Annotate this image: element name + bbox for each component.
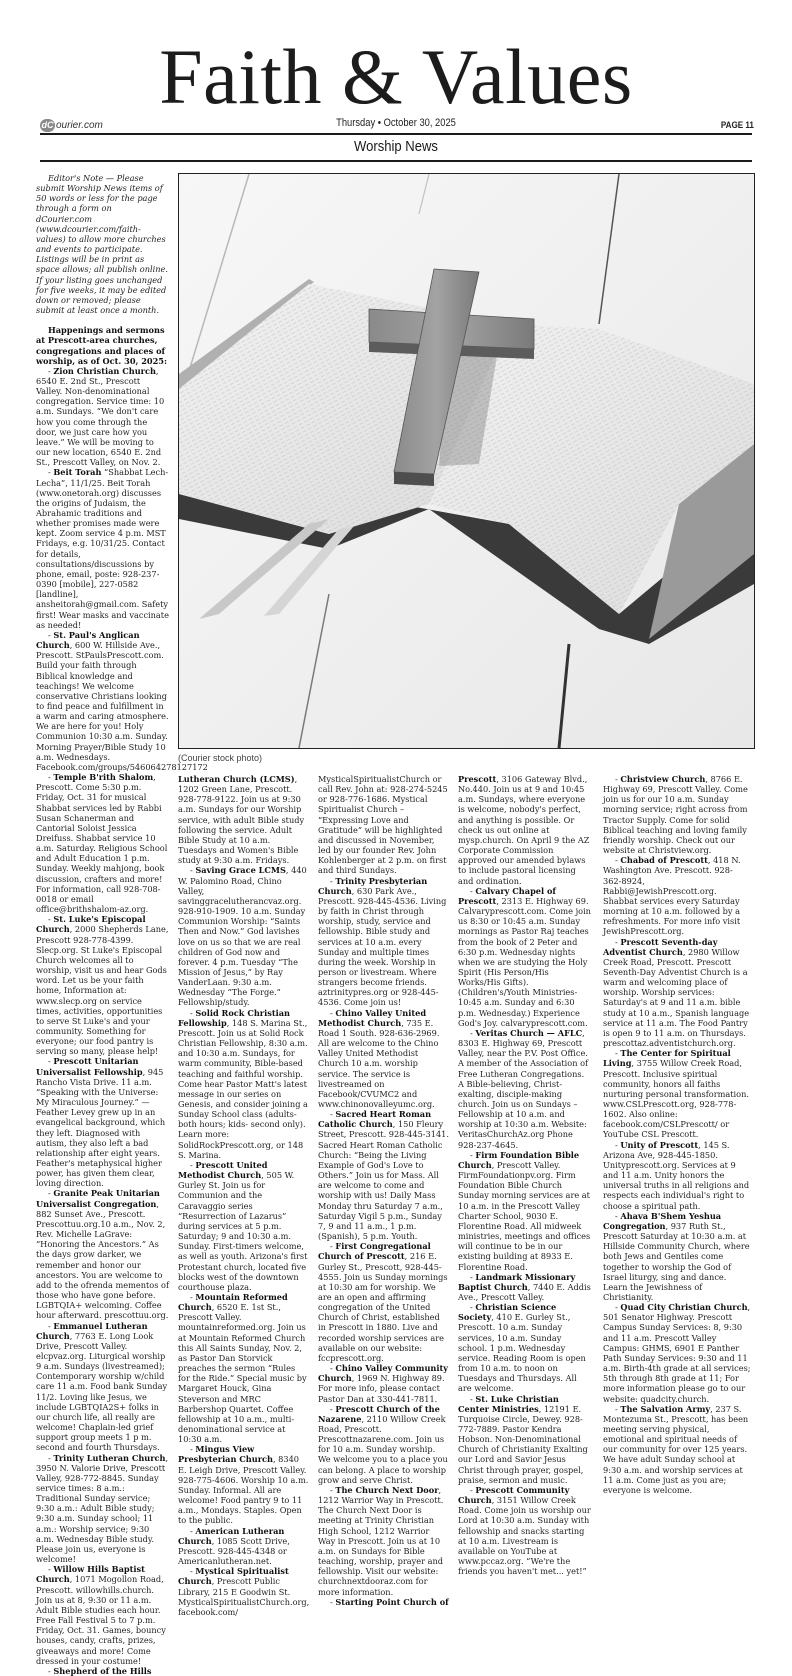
listing-dash: - <box>190 1444 196 1455</box>
listing-text: , 1202 Green Lane, Prescott. 928-778-9122. Join us at 9:30 a.m. Sundays for our Worship service, with adult Bible study following the service. Adult Bible Study at 10 a.m. Tuesdays and Women's Bible study at 9:30 a.m. Fridays. <box>178 774 305 866</box>
listing-text: , 3106 Gateway Blvd., No.440. Join us at 9 and 10:45 a.m. Sundays, where everyone is welcome, nobody's perfect, and anything is possible. Or check us out online at mysp.church. On April 9 the AZ Corporate Commission approved our amended bylaws to include pastoral licensing and ordination. <box>458 774 590 886</box>
listing-dash: - <box>470 1149 476 1160</box>
listing-name: Quad City Christian Church <box>620 1302 748 1313</box>
listing-dash: - <box>330 1484 336 1495</box>
listing-name: Mingus View Presbyterian Church <box>178 1444 273 1465</box>
listing-dash: - <box>48 1665 54 1676</box>
listing-item <box>458 886 592 1028</box>
listing-item <box>36 1321 169 1453</box>
listing-text: , 237 S. Montezuma St., Prescott, has been meeting serving physical, emotional and spiritual needs of our community for over 125 years. We have adult Sunday school at 9:30 a.m. and worship services at 11 a.m. Come just as you are; everyone is welcome. <box>603 1403 749 1495</box>
listings-col4 <box>458 774 592 1576</box>
listing-item <box>318 1485 449 1597</box>
listing-dash: - <box>615 855 621 866</box>
listing-name: Veritas Church — AFLC <box>475 1027 583 1038</box>
listing-text: , 1071 Mogollon Road, Prescott. willowhills.church. Join us at 8, 9:30 or 11 a.m. Adult Bible studies each hour. Free Fall Festival 5 to 7 p.m. Friday, Oct. 31. Games, bouncy houses, candy, crafts, prizes, giveaways and more! Come dressed in your costume! <box>36 1574 166 1666</box>
listing-dash: - <box>615 1210 621 1221</box>
listing-dash: - <box>190 1566 196 1577</box>
listing-dash: - <box>330 875 336 886</box>
listing-name: Prescott United Methodist Church <box>178 1159 268 1181</box>
listing-text: , Prescott Public Library, 215 E Goodwin St. MysticalSpiritualistChurch.org, facebook.com/ <box>178 1576 310 1617</box>
listing-dash: - <box>330 1007 336 1018</box>
listing-item <box>458 1028 592 1150</box>
listing-name: Unity of Prescott <box>620 1139 699 1150</box>
listing-name: Shepherd of the Hills <box>53 1665 152 1676</box>
listing-dash: - <box>615 1403 621 1414</box>
listing-item <box>318 774 449 876</box>
listing-name: Calvary Chapel of Prescott <box>458 885 556 906</box>
listing-text: , 2000 Shepherds Lane, Prescott 928-778-4399. Slecp.org. St Luke's Episcopal Church welcomes all to worship, visit us and hear Gods word. Let us be your faith home, Information at: www.slecp.org on service times, activities, opportunities to serve St Luke's and your community. Something for everyone; our food pantry is serving so many, please help! <box>36 924 169 1057</box>
listing-item <box>318 1241 449 1363</box>
listing-name: Granite Peak Unitarian Universalist Congregation <box>36 1188 160 1209</box>
listing-name: Temple B'rith Shalom <box>53 772 154 783</box>
listing-dash: - <box>190 1159 196 1170</box>
listing-name: The Salvation Army <box>620 1403 711 1414</box>
listing-name: Willow Hills Baptist Church <box>36 1564 145 1585</box>
listing-text: MysticalSpiritualistChurch or call Rev. John at: 928-274-5245 or 928-776-1686. Mystical Spiritualist Church – “Expressing Love and Gratitude” will be highlighted and discussed in November, led by our founder Rev. John Kohlenberger at 2 p.m. on first and third Sundays. <box>318 774 448 876</box>
listing-dash: - <box>330 1403 336 1414</box>
listing-item <box>458 774 592 886</box>
listing-dash: - <box>470 1393 476 1404</box>
listing-item <box>318 1109 449 1241</box>
listing-item <box>603 855 751 936</box>
listing-name: Prescott Church of the Nazarene <box>318 1403 440 1424</box>
column-5 <box>603 774 751 1495</box>
listing-text: , 2980 Willow Creek Road, Prescott. Prescott Seventh-Day Adventist Church is a warm and welcoming place of worship. Worship services: Saturday's at 9 and 11 a.m. bible study at 10 a.m., Spanish language service at 11 a.m. The Food Pantry is open 9 to 11 a.m. on Thursdays. prescottaz.adventistchurch.org. <box>603 946 750 1049</box>
masthead <box>0 0 792 160</box>
listing-item <box>178 1566 309 1617</box>
listing-dash: - <box>470 885 476 896</box>
listing-name: Saving Grace LCMS <box>195 865 286 876</box>
listing-text: , 505 W. Gurley St. Join us for Communion and the Caravaggio series “Resurrection of Lazarus” during services at 5 p.m. Saturday; 9 and 10:30 a.m. Sunday. First-timers welcome, as well as youth. Arizona's first Protestant church, located five blocks west of the downtown courthouse plaza. <box>178 1170 308 1292</box>
listing-item <box>603 774 751 855</box>
listing-name: Trinity Lutheran Church <box>53 1452 166 1463</box>
listings-intro: Happenings and sermons at Prescott-area churches, congregations and places of worship, as of Oct. 30, 2025: <box>36 325 168 366</box>
listing-dash: - <box>48 1320 54 1331</box>
listing-item <box>178 1444 309 1525</box>
listing-item <box>178 865 309 1007</box>
listing-text: , 8303 E. Highway 69, Prescott Valley, near the P.V. Post Office. A member of the Association of Free Lutheran Congregations. A Bible-believing, Christ-exalting, disciple-making church. Join us on Sundays – Fellowship at 10 a.m. and worship at 10:30 a.m. Website: VeritasChurchAz.org Phone 928-237-4645. <box>458 1027 589 1150</box>
listing-item <box>36 1564 169 1666</box>
listing-name: Chino Valley Community Church <box>318 1363 449 1384</box>
listing-dash: - <box>330 1596 336 1607</box>
listing-dash: - <box>190 865 196 876</box>
listing-text: , 1212 Warrior Way in Prescott. The Church Next Door is meeting at Trinity Christian High School, 1212 Warrior Way in Prescott. Join us at 10 a.m. on Sundays for Bible teaching, worship, prayer and fellowship. Visit our website: churchnextdooraz.com for more information. <box>318 1484 444 1597</box>
listing-dash: - <box>48 1452 54 1463</box>
listing-text: , 3151 Willow Creek Road. Come join us worship our Lord at 10:30 a.m. Sunday with fellowship and snacks starting at 10 a.m. Livestream is available on YouTube at www.pccaz.org. “We're the friends you haven't met... yet!” <box>458 1495 591 1577</box>
listing-dash: - <box>48 629 54 640</box>
listing-text: , 7763 E. Long Look Drive, Prescott Valley. elcpvaz.org. Liturgical worship 9 a.m. Sundays (livestreamed); Contemporary worship w/child care 11 a.m. Food bank Sunday 11/2. Loving like Jesus, we include LGBTQIA2S+ folks in our church life, all really are welcome! Chaplain-led grief support group meets 1 p m. second and fourth Thursdays. <box>36 1330 168 1453</box>
listing-text: , 410 E. Gurley St., Prescott. 10 a.m. Sunday services, 10 a.m. Sunday school. 1 p.m. Wednesday service. Reading Room is open from 10 a.m. to noon on Tuesdays and Thursdays. All are welcome. <box>458 1312 586 1394</box>
listing-text: , 418 N. Washington Ave. Prescott. 928-362-8924, Rabbi@JewishPrescott.org. Shabbat services every Saturday morning at 10 a.m. followed by a refreshments. For more info visit JewishPrescott.org. <box>603 855 741 937</box>
listing-name: Mystical Spiritualist Church <box>178 1566 289 1587</box>
column-2 <box>178 774 309 1617</box>
listing-item <box>36 629 208 772</box>
listing-item <box>36 1056 169 1188</box>
listing-text: , 2110 Willow Creek Road, Prescott. Prescottnazarene.com. Join us for 10 a.m. Sunday worship. We welcome you to a place you can belong. A place to worship grow and serve Christ. <box>318 1413 448 1485</box>
listing-item <box>36 1188 169 1320</box>
listing-dash: - <box>48 772 54 783</box>
listing-text: , 6520 E. 1st St., Prescott Valley. mountainreformed.org. Join us at Mountain Reformed Church this All Saints Sunday, Nov. 2, as Pastor Dan Storvick preaches the sermon “Rules for the Ride.” Special music by Margaret Houck, Gina Steverson and MRC Barbershop Quartet. Coffee fellowship at 10 a.m., multi-denominational service at 10:30 a.m. <box>178 1302 307 1445</box>
listing-name: Landmark Missionary Baptist Church <box>458 1271 576 1292</box>
listing-text: , Prescott Valley. FirmFoundationpv.org. Firm Foundation Bible Church Sunday morning services are at 10 a.m. in the Prescott Valley Charter School, 9030 E. Florentine Road. All midweek ministries, meetings and offices will continue to be in our existing building at 8933 E. Florentine Road. <box>458 1159 591 1272</box>
column-3 <box>318 774 449 1607</box>
listing-text: , 216 E. Gurley St., Prescott, 928-445-4555. Join us Sunday mornings at 10:30 am for worship. We are an open and affirming congregation of the United Church of Christ, established in Prescott in 1880. Live and recorded worship services are available on our website: fccprescott.org. <box>318 1251 448 1363</box>
listing-dash: - <box>470 1027 476 1038</box>
listing-name: American Lutheran Church <box>178 1525 285 1546</box>
section-rule <box>40 160 752 162</box>
listing-item <box>36 366 169 468</box>
column-1 <box>36 173 208 1676</box>
page-number: PAGE 11 <box>720 120 754 131</box>
listing-name: Christview Church <box>620 774 706 784</box>
listing-dash: - <box>615 1048 621 1059</box>
listing-item <box>318 876 449 1008</box>
listing-name: Prescott Unitarian Universalist Fellowship <box>36 1056 143 1077</box>
listing-item <box>318 1597 449 1607</box>
listing-name: Prescott Seventh-day Adventist Church <box>603 936 718 957</box>
listing-name: Ahava B'Shem Yeshua Congregation <box>603 1210 722 1231</box>
listing-name: Beit Torah <box>53 467 102 478</box>
listing-dash: - <box>48 365 54 376</box>
listing-name: Emmanuel Lutheran Church <box>36 1320 148 1341</box>
cross-bible-image-icon <box>179 174 754 748</box>
listing-item <box>458 1485 592 1576</box>
listing-dash: - <box>48 1056 54 1067</box>
column-4 <box>458 774 592 1576</box>
listing-dash: - <box>615 774 621 784</box>
listing-dash: - <box>470 1484 476 1495</box>
listings-col2 <box>178 774 309 1617</box>
listing-text: , 937 Ruth St., Prescott Saturday at 10:30 a.m. at Hillside Community Church, where both Jews and Gentiles come together to worship the God of Israel liturgy, sing and dance. Learn the Jewishness of Christianity. <box>603 1220 750 1302</box>
listing-item <box>36 914 169 1056</box>
listing-item <box>178 1160 309 1292</box>
listing-dash: - <box>330 1109 336 1120</box>
listing-text: , 1085 Scott Drive, Prescott. 928-445-4348 or Americanlutheran.net. <box>178 1535 290 1567</box>
listing-dash: - <box>330 1241 336 1252</box>
listing-text: , 3755 Willow Creek Road, Prescott. Inclusive spiritual community, honors all faiths nurturing personal transformation. www.CSLPrescott.org, 928-778-1602. Also online: facebook.com/CSLPrescott/ or YouTube CSL Prescott. <box>603 1058 749 1140</box>
listing-dash: - <box>615 1139 621 1150</box>
listing-text: , 1969 N. Highway 89. For more info, please contact Pastor Dan at 330-441-7811. <box>318 1373 445 1404</box>
page-title: Faith & Values <box>159 33 633 120</box>
listing-name: St. Luke Christian Center Ministries <box>458 1393 559 1414</box>
listing-text: , 735 E. Road 1 South. 928-636-2969. All are welcome to the Chino Valley United Methodist Church 10 a.m. worship service. The service is livestreamed on Facebook/CVUMC2 and www.chinonovalleyumc.org. <box>318 1017 440 1109</box>
listing-text: , 945 Rancho Vista Drive. 11 a.m. “Speaking with the Universe: My Miraculous Journey.” — Feather Levey grew up in an evangelical background, which they left. Diagnosed with autism, they also left a bad relationship after eight years. Feather's metaphysical higher power, has given them clear, loving direction. <box>36 1066 166 1189</box>
listing-dash: - <box>615 1302 621 1313</box>
listing-text: , 145 S. Arizona Ave, 928-445-1850. Unityprescott.org. Services at 9 and 11 a.m. Unity honors the universal truths in all religions and respects each individual's right to choose a spiritual path. <box>603 1139 750 1211</box>
listing-name: The Center for Spiritual Living <box>603 1048 731 1069</box>
listing-name: St. Paul's Anglican Church <box>36 629 140 651</box>
listing-item <box>36 1453 169 1565</box>
listing-item <box>178 1292 309 1444</box>
listing-item <box>603 1140 751 1211</box>
listing-item <box>36 467 169 630</box>
listing-item <box>603 1302 751 1404</box>
listing-dash: - <box>470 1271 476 1282</box>
listing-item <box>458 1150 592 1272</box>
listing-item <box>603 937 751 1049</box>
listing-text: , 150 Fleury Street, Prescott. 928-445-3141. Sacred Heart Roman Catholic Church: “Being the Living Example of God's Love to Others.” Join us for Mass. All are welcome to come and worship with us! Daily Mass Monday thru Saturday 7 a.m., Saturday Vigil 5 p.m., Sunday 7, 9 and 11 a.m., 1 p.m. (Spanish), 5 p.m. Youth. <box>318 1119 449 1242</box>
listing-text: , Prescott. Come 5:30 p.m. Friday, Oct. 31 for musical Shabbat services led by Rabbi Susan Schanerman and Cantorial Soloist Jessica Dreifuss. Shabbat service 10 a.m. Saturday. Religious School and Adult Education 1 p.m. Sunday. Weekly mahjong, book discussion, crafters and more! For information, call 928-708-0018 or email office@brithshalom-az.org. <box>36 772 168 915</box>
listing-dash: - <box>615 936 621 947</box>
listing-dash: - <box>48 1188 54 1199</box>
listing-item <box>318 1404 449 1485</box>
listing-item <box>36 1666 169 1676</box>
listing-item <box>318 1363 449 1404</box>
listing-dash: - <box>190 1291 196 1302</box>
listing-item <box>178 774 309 865</box>
listing-dash: - <box>48 914 54 925</box>
editors-note: Editor's Note — Please submit Worship News items of 50 words or less for the page through a form on dCourier.com (www.dcourier.com/faith-values) to allow more churches and events to participate. Listings will be in print as space allows; all publish online. If your listing goes unchanged for five weeks, it may be edited down or removed; please submit at least once a month. <box>36 173 168 316</box>
section-heading: Worship News <box>354 139 438 155</box>
listing-item <box>603 1048 751 1139</box>
listing-item <box>603 1404 751 1495</box>
listing-item <box>36 772 169 914</box>
listing-dash: - <box>470 1302 476 1313</box>
listing-text: , 6540 E. 2nd St., Prescott Valley. Non-denominational congregation. Service time: 10 a.m. Sundays. “We don't care how you come through the door, we just care how you leave.” We will be moving to our new location, 6540 E. 2nd St., Prescott Valley, on Nov. 2. <box>36 365 165 468</box>
listing-name: Chabad of Prescott <box>620 855 708 866</box>
listing-item <box>318 1008 449 1110</box>
listings-col1 <box>36 365 208 1676</box>
listing-text: , 8340 E. Leigh Drive, Prescott Valley. 928-775-4606. Worship 10 a.m. Sunday. Informal. All are welcome! Food pantry 9 to 11 a.m., Mondays. Staples. Open to the public. <box>178 1454 309 1526</box>
listing-text: , 440 W. Palomino Road, Chino Valley, savinggracelutherancvaz.org. 928-910-1909. 10 a.m. Sunday Communion Worship: “Saints Then and Now.” God lavishes love on us so that we are real children of God now and forever. 4 p.m. Tuesday “The Mission of Jesus,” by Ray VanderLaan. 9:30 a.m. Wednesday “The Forge.” Fellowship/study. <box>178 865 307 1008</box>
listing-dash: - <box>48 1564 54 1575</box>
listing-text: , 148 S. Marina St., Prescott. Join us at Solid Rock Christian Fellowship, 8:30 a.m. and 10:30 a.m. Sundays, for warm community, Bible-based teaching and faithful worship. Come hear Pastor Matt's latest message in our series on Genesis, and consider joining a Sunday School class (adults- both hours; kids- second only). Learn more: SolidRockPrescott.org, or 148 S. Marina. <box>178 1017 308 1160</box>
listing-name: Chino Valley United Methodist Church <box>318 1007 427 1028</box>
listing-name: First Congregational Church of Prescott <box>318 1241 431 1262</box>
listing-name: Solid Rock Christian Fellowship <box>178 1007 290 1028</box>
listing-text: , 12191 E. Turquoise Circle, Dewey. 928-772-7889. Pastor Kendra Hobson. Non-Denominational Church of Christianity Exalting our Lord and Savior Jesus Christ through prayer, gospel, praise, sermon and music. <box>458 1403 588 1485</box>
listings-col5 <box>603 774 751 1495</box>
dateline: Thursday • October 30, 2025 <box>336 117 456 129</box>
listing-text: , 630 Park Ave., Prescott. 928-445-4536. Living by faith in Christ through worship, study, service and fellowship. Bible study and services at 10 a.m. every Sunday and multiple times during the week. Worship in person or livestream. Where strangers become friends. aztrinitypres.org or 928-445-4536. Come join us! <box>318 885 447 1008</box>
listing-name: Prescott Community Church <box>458 1484 570 1506</box>
photo-caption: (Courier stock photo) <box>178 753 263 763</box>
logo-text: ourier.com <box>56 120 103 131</box>
listing-name: Prescott <box>458 774 497 784</box>
listing-name: Starting Point Church of <box>335 1596 449 1607</box>
listing-item <box>458 1272 592 1302</box>
listings-col3 <box>318 774 449 1607</box>
listing-item <box>458 1302 592 1393</box>
listing-item <box>603 1211 751 1302</box>
listing-dash: - <box>190 1007 196 1018</box>
listing-dash: - <box>190 1525 196 1536</box>
listing-name: Sacred Heart Roman Catholic Church <box>318 1109 432 1130</box>
listing-name: The Church Next Door <box>335 1484 439 1495</box>
listing-name: Zion Christian Church <box>53 365 156 376</box>
listing-text: , 501 Senator Highway. Prescott Campus Sunday Services: 8, 9:30 and 11 a.m. Prescott Valley Campus: GHMS, 6901 E Panther Path Sunday Services: 9:30 and 11 a.m. Birth-4th grade at all services; 5th through 8th grade at 11; For more information please go to our website: quadcity.church. <box>603 1302 751 1404</box>
listing-item <box>458 1394 592 1485</box>
listing-item <box>178 1008 309 1160</box>
listing-text: , 3950 N. Valorie Drive, Prescott Valley, 928-772-8845. Sunday service times: 8 a.m.: Traditional Sunday service; 9:30 a.m.: Adult Bible study; 9:30 a.m. Sunday school; 11 a.m.: Worship service; 9:30 a.m. Wednesday Bible study. Please join us, everyone is welcome! <box>36 1452 169 1565</box>
listing-item <box>178 1526 309 1567</box>
listing-name: Lutheran Church (LCMS) <box>178 774 295 784</box>
listing-text: , 600 W. Hillside Ave., Prescott. StPaulsPrescott.com. Build your faith through Biblical knowledge and teachings! We welcome conservative Christians looking to find peace and fulfillment in a warm and caring atmosphere. We are here for you! Holy Communion 10:30 a.m. Sunday. Morning Prayer/Bible Study 10 a.m. Wednesdays. Facebook.com/groups/546064278127172 <box>36 640 208 772</box>
logo-badge-icon: dC <box>41 120 54 130</box>
listing-dash: - <box>48 467 54 478</box>
listing-text: , 882 Sunset Ave., Prescott. Prescottuu.org.10 a.m., Nov. 2, Rev. Michelle LaGrave: “Honoring the Ancestors.” As the days grow darker, we remember and honor our ancestors. You are welcome to add to the ofrenda mementos of those who have gone before. LGBTQIA+ welcoming. Coffee hour afterward. prescottuu.org. <box>36 1198 169 1321</box>
header-rule <box>40 133 752 135</box>
listing-text: , 7440 E. Addis Ave., Prescott Valley. <box>458 1281 591 1302</box>
listing-text: , 8766 E. Highway 69, Prescott Valley. Come join us for our 10 a.m. Sunday morning service; right across from Tractor Supply. Come for solid Biblical teaching and loving family friendly worship. Check out our website at Christview.org. <box>603 774 748 856</box>
listing-name: Trinity Presbyterian Church <box>318 875 428 896</box>
listing-text: , 2313 E. Highway 69. Calvaryprescott.com. Come join us 8:30 or 10:45 a.m. Sunday mornings as Pastor Raj teaches from the book of 2 Peter and 6:30 p.m. Wednesday nights when we are studying the Holy Spirit (His Person/His Works/His Gifts). (Children's/Youth Ministries-10:45 a.m. Sunday and 6:30 p.m. Wednesday.) Experience God's Joy. calvaryprescott.com. <box>458 895 591 1028</box>
listing-name: St. Luke's Episcopal Church <box>36 914 146 935</box>
listing-name: Firm Foundation Bible Church <box>458 1149 580 1170</box>
listing-dash: - <box>330 1363 336 1374</box>
listing-name: Christian Science Society <box>458 1302 557 1323</box>
listing-name: Mountain Reformed Church <box>178 1291 288 1313</box>
stock-photo-cross-on-bible <box>178 173 755 749</box>
listing-text: “Shabbat Lech-Lecha”, 11/1/25. Beit Torah (www.onetorah.org) discusses the origins of Judaism, the Abrahamic traditions and whether promises made were kept. Zoom service 4 p.m. MST Fridays, e.g. 10/31/25. Contact for details, consultations/discussions by phone, email, poste: 928-237-0390 [mobile], 227-0582 [landline], ansheitorah@gmail.com. Safety first! Wear masks and vaccinate as needed! <box>36 467 169 630</box>
